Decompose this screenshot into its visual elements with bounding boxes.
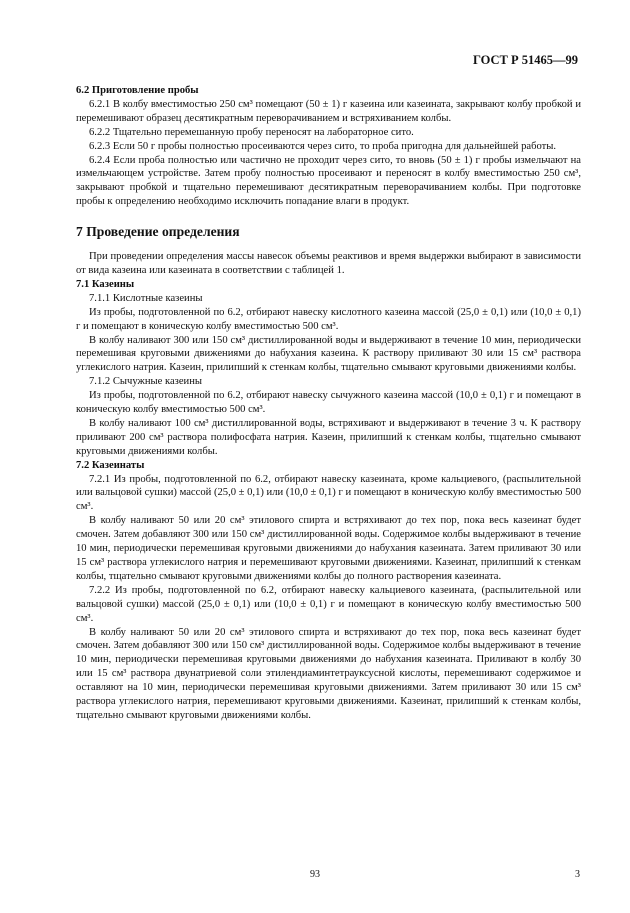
paragraph: 6.2.1 В колбу вместимостью 250 см³ помещают (50 ± 1) г казеина или казеината, закрывают колбу пробкой и перемешивают образец десятикратным переворачиванием и встряхиванием колбы. xyxy=(76,98,581,124)
paragraph: 7.1.2 Сычужные казеины xyxy=(89,376,202,388)
paragraph: При проведении определения массы навесок объемы реактивов и время выдержки выбирают в зависимости от вида казеина или казеината в соответствии с таблицей 1. xyxy=(76,251,581,276)
paragraph: 6.2.4 Если проба полностью или частично не проходит через сито, то вновь (50 ± 1) г пробы измельчают на измельчающем устройстве. Затем пробу полностью просеивают и переносят в колбу вместимостью 250 см³, закрывают пробкой и тщательно перемешивают десятикратным переворачиванием колбы. При подготовке пробы к определению необходимо исключить попадание влаги в продукт. xyxy=(76,154,581,208)
paragraph: 6.2.2 Тщательно перемешанную пробу переносят на лабораторное сито. xyxy=(89,126,414,138)
page-number: 93 xyxy=(310,869,320,880)
sheet-number: 3 xyxy=(575,869,580,880)
paragraph: 7.1.1 Кислотные казеины xyxy=(89,292,203,304)
paragraph: В колбу наливают 300 или 150 см³ дистиллированной воды и выдерживают в течение 10 мин, периодически перемешивая круговыми движениями до набухания казеина. К раствору приливают 30 или 15 см³ раствора углекислого натрия. Казеин, прилипший к стенкам колбы, тщательно смывают круговыми движениями колбы. xyxy=(76,334,581,374)
subsection-heading: 6.2 Приготовление пробы xyxy=(76,85,199,96)
paragraph: 7.2.1 Из пробы, подготовленной по 6.2, отбирают навеску казеината, кроме кальциевого, (распылительной или вальцовой сушки) массой (25,0 ± 0,1) или (10,0 ± 0,1) г и помещают в коническую колбу вместимостью 500 см³. xyxy=(76,473,581,513)
paragraph: В колбу наливают 50 или 20 см³ этилового спирта и встряхивают до тех пор, пока весь казеинат будет смочен. Затем добавляют 300 или 150 см³ дистиллированной воды. Содержимое колбы выдерживают в течение 10 мин, периодически перемешивая круговыми движениями до набухания казеината. Приливают в колбу 30 или 15 см³ раствора двунатриевой соли этилендиаминтетрауксусной кислоты, перемешивают содержимое и оставляют на 10 мин, периодически перемешивая круговыми движениями. Затем приливают 30 или 15 см³ раствора углекислого натрия, перемешивают круговыми движениями. Казеинат, прилипший к стенкам колбы, тщательно смывают круговыми движениями колбы. xyxy=(76,626,581,721)
paragraph: Из пробы, подготовленной по 6.2, отбирают навеску сычужного казеина массой (10,0 ± 0,1) г и помещают в коническую колбу вместимостью 500 см³. xyxy=(76,390,581,416)
document-body xyxy=(76,84,581,723)
paragraph: Из пробы, подготовленной по 6.2, отбирают навеску кислотного казеина массой (25,0 ± 0,1) или (10,0 ± 0,1) г и помещают в коническую колбу вместимостью 500 см³. xyxy=(76,306,581,332)
subsection-heading: 7.1 Казеины xyxy=(76,278,135,290)
paragraph: В колбу наливают 50 или 20 см³ этилового спирта и встряхивают до тех пор, пока весь казеинат будет смочен. Затем добавляют 300 или 150 см³ дистиллированной воды. Содержимое колбы выдерживают в течение 10 мин, периодически перемешивая круговыми движениями до набухания казеината. Затем приливают 30 или 15 см³ раствора углекислого натрия и перемешивают круговыми движениями. Казеинат, прилипший к стенкам колбы, тщательно смывают круговыми движениями колбы до полного растворения казеината. xyxy=(76,515,581,582)
paragraph: 7.2.2 Из пробы, подготовленной по 6.2, отбирают навеску кальциевого казеината, (распылительной или вальцовой сушки) массой (25,0 ± 0,1) или (10,0 ± 0,1) г и помещают в коническую колбу вместимостью 500 см³. xyxy=(76,584,581,624)
paragraph: 6.2.3 Если 50 г пробы полностью просеиваются через сито, то проба пригодна для дальнейшей работы. xyxy=(89,140,557,152)
subsection-heading: 7.2 Казеинаты xyxy=(76,459,145,471)
standard-designation: ГОСТ Р 51465—99 xyxy=(472,53,578,67)
section-heading: 7 Проведение определения xyxy=(76,224,240,240)
paragraph: В колбу наливают 100 см³ дистиллированной воды, встряхивают и выдерживают в течение 3 ч. К раствору приливают 200 см³ раствора полифосфата натрия. Казеин, прилипший к стенкам колбы, тщательно смывают круговыми движениями колбы. xyxy=(76,417,581,457)
